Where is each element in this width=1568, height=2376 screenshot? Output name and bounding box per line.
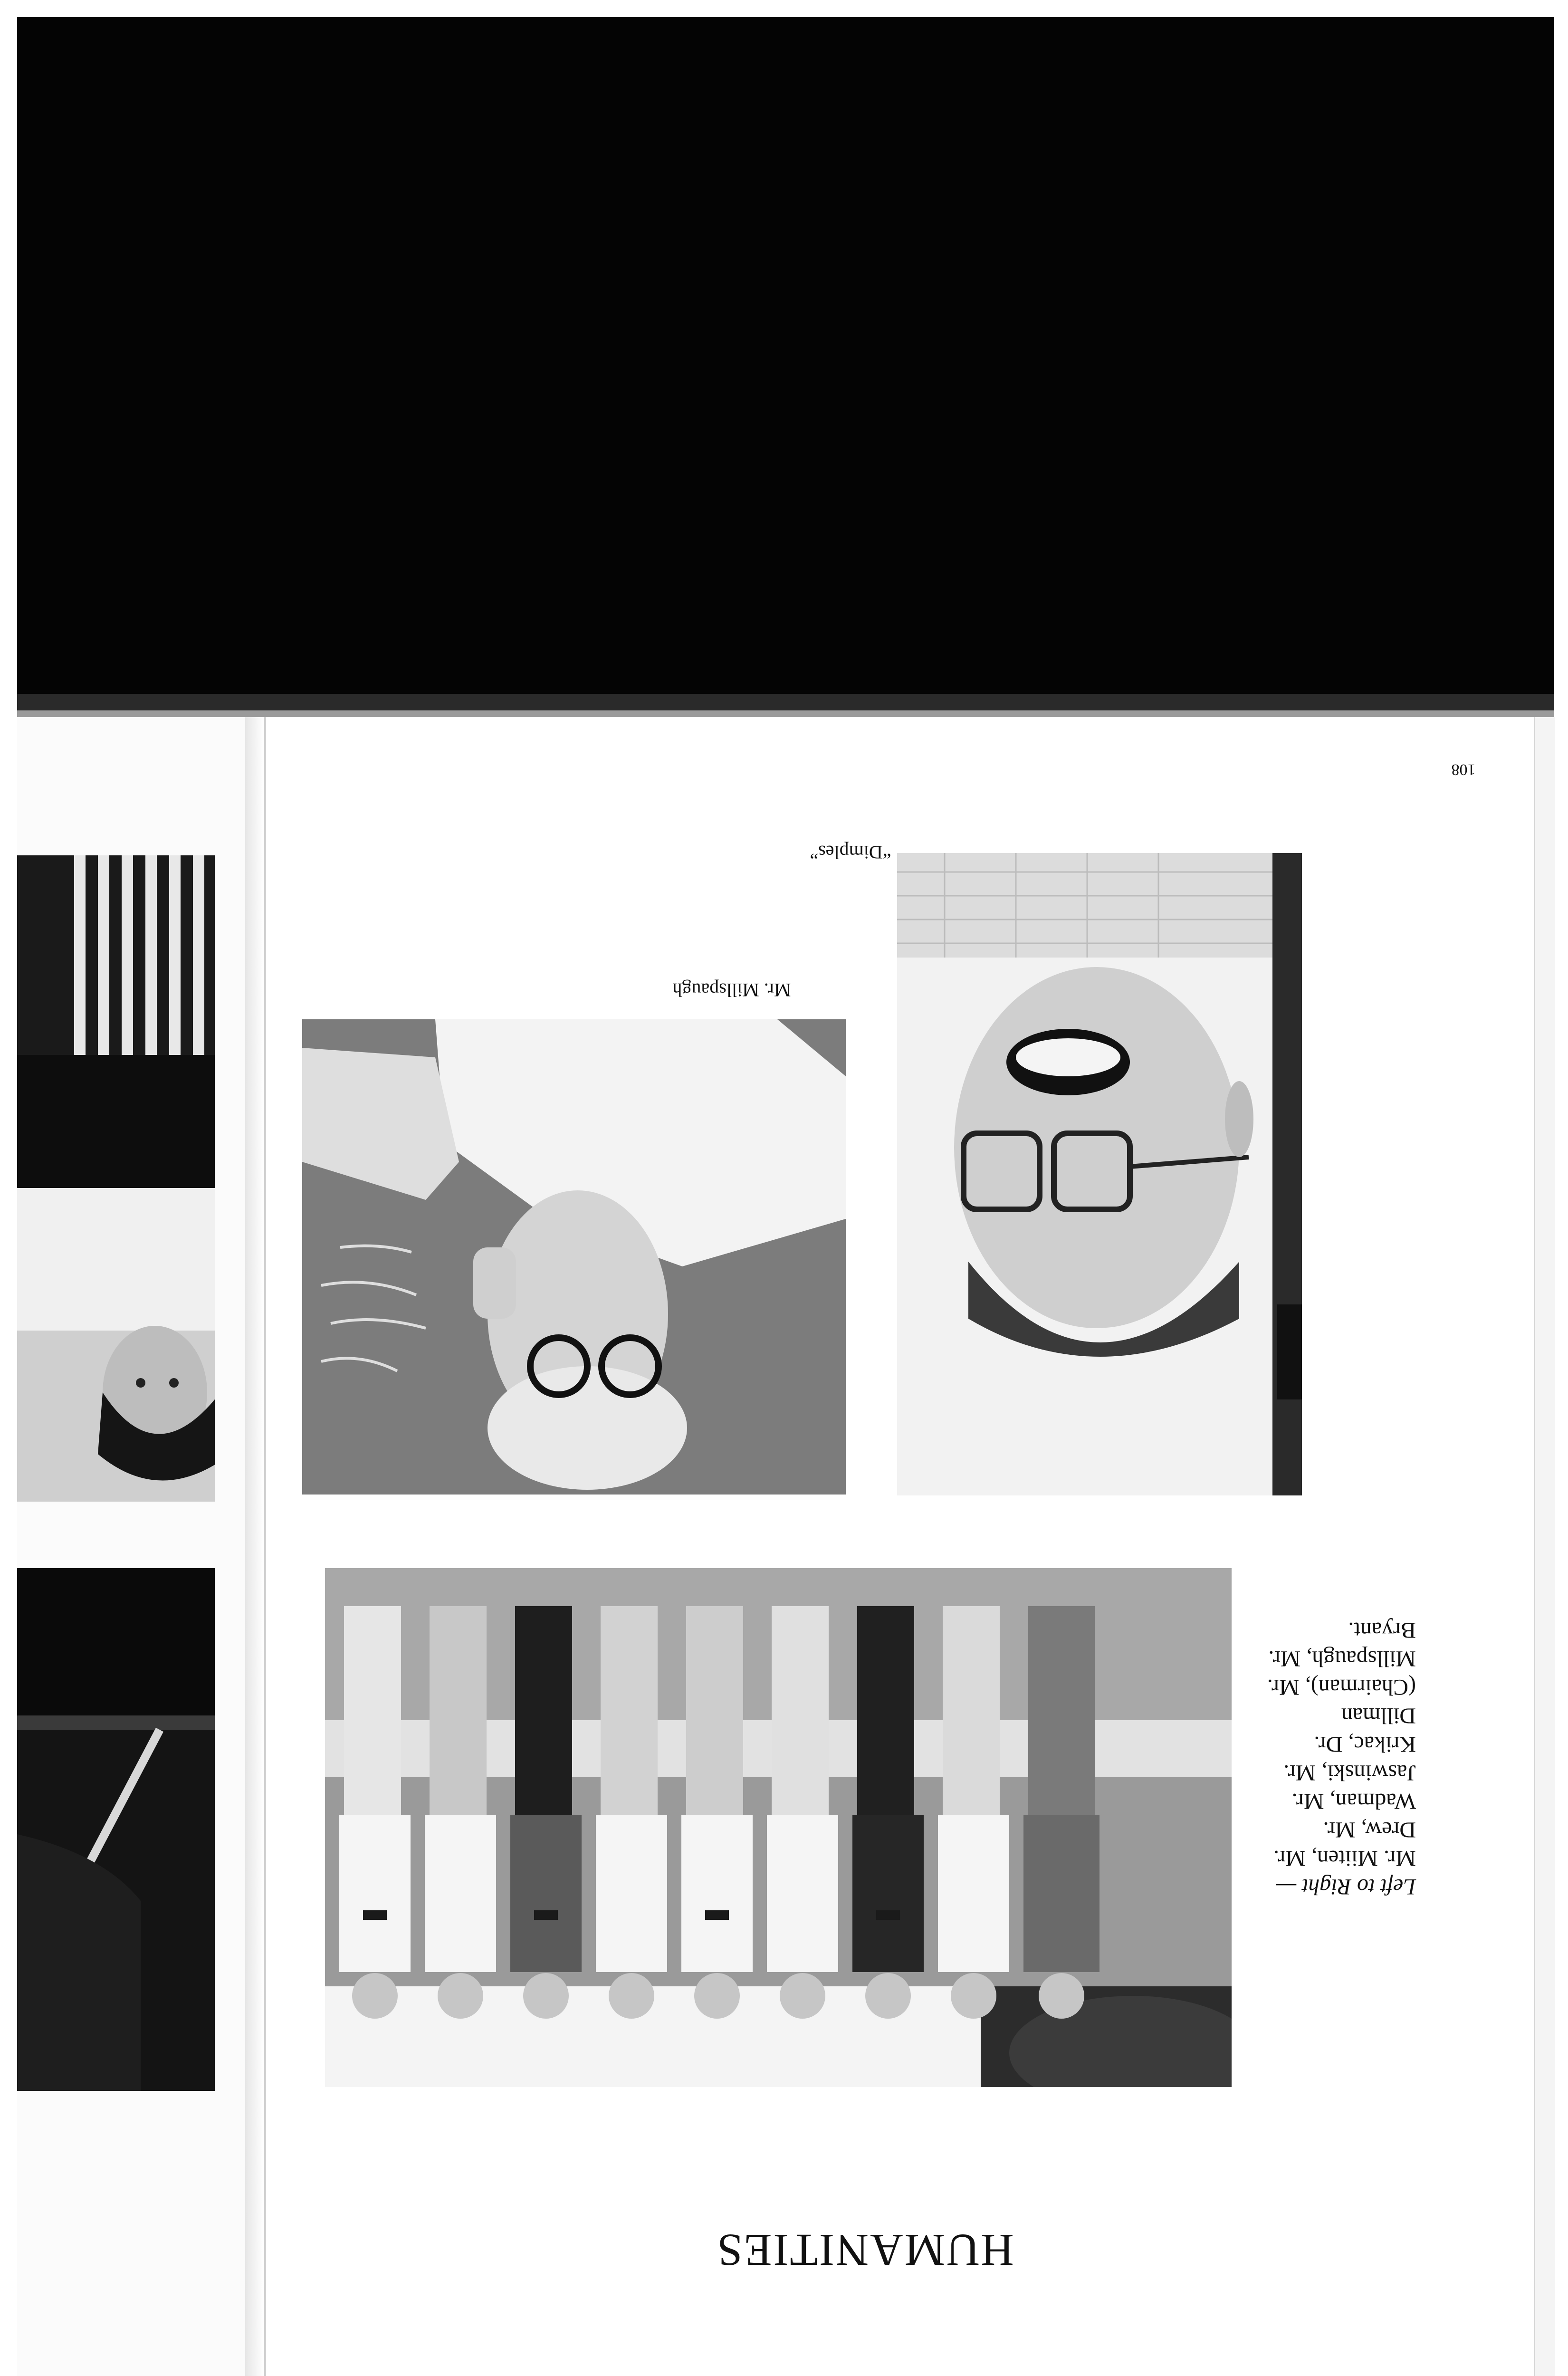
group-caption-intro: Left to Right — — [1276, 1874, 1416, 1899]
dark-scan-background — [17, 17, 1554, 713]
dimples-caption: “Dimples” — [810, 842, 891, 863]
millspaugh-photo — [302, 1019, 846, 1495]
dimples-photo — [897, 853, 1302, 1495]
millspaugh-caption: Mr. Millspaugh — [672, 979, 791, 1001]
page-top-edge — [17, 710, 1554, 717]
page-outer-edge — [1534, 717, 1555, 2376]
group-caption — [1245, 1618, 1416, 1901]
facing-page-photo-bottom — [17, 1568, 215, 2091]
facing-page-photo-top — [17, 855, 215, 1502]
section-heading: HUMANITIES — [716, 2225, 1014, 2276]
page-number: 108 — [1451, 761, 1476, 778]
group-photo — [325, 1568, 1232, 2087]
group-caption-names: Mr. Miiten, Mr. Drew, Mr. Wadman, Mr. Jaswinski, Mr. Krikac, Dr. Dillman (Chairman), Mr. Millspaugh, Mr. Bryant. — [1267, 1618, 1416, 1871]
page-gutter — [245, 717, 264, 2376]
